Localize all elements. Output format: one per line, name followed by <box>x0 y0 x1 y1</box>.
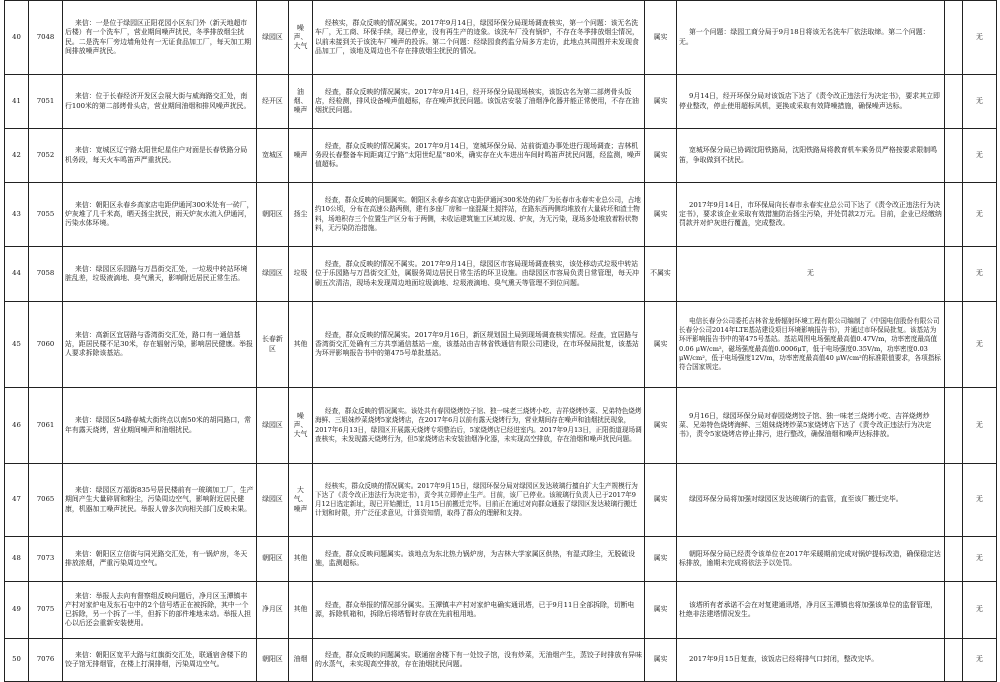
table-row <box>5 302 997 388</box>
district: 绿园区 <box>257 247 289 302</box>
other-note: 无 <box>963 75 997 129</box>
other-note: 无 <box>963 464 997 537</box>
investigation-text: 经查，群众反映问题属实。该地点为东北热力锅炉房，为吉林大学家属区供热，有湿式除尘，无脱硫设施，监测超标。 <box>313 537 645 582</box>
case-id: 7051 <box>29 75 63 129</box>
case-id: 7058 <box>29 247 63 302</box>
table-row <box>5 388 997 464</box>
verdict: 属实 <box>645 537 677 582</box>
complaint-text: 来信：绿园区54路春城大街终点以南50米的胡同路口，常年有露天烧烤，营业期间噪声和油烟扰民。 <box>63 388 257 464</box>
table-body <box>5 1 997 682</box>
investigation-text: 经查，群众反映的情况属实。2017年9月14日，经开环保分局现场核实，该饭店名为第二部烤骨头饭店，经检测，排风设备噪声值超标，存在噪声扰民问题。该饭店安装了油烟净化器并能正常使用，不存在油烟扰民问题。 <box>313 75 645 129</box>
complaint-text: 来信：位于长春经济开发区会展大街与威海路交汇处，南行100米的第二部烤骨头店，营业期间油烟和排风噪声扰民。 <box>63 75 257 129</box>
pollution-type: 其他 <box>289 537 313 582</box>
result-text: 朝阳环保分局已经责令该单位在2017年采暖期前完成对锅炉提标改造，确保稳定达标排放，逾期未完成将依法予以处罚。 <box>677 537 945 582</box>
verdict: 属实 <box>645 388 677 464</box>
investigation-text: 经查，群众反映的情况不属实。2017年9月14日，绿园区市容局现场调查核实，该处移动式垃圾中转站位于乐园路与万昌街交汇处，属服务周边居民日常生活的环卫设施。由绿园区市容局负责日常管理，每天冲刷五次清洁，现场未发现周边地面垃圾滴地、垃圾液滴地、臭气熏天等管理不到位问题。 <box>313 247 645 302</box>
case-id: 7048 <box>29 1 63 75</box>
verdict: 属实 <box>645 1 677 75</box>
row-number: 47 <box>5 464 29 537</box>
district: 朝阳区 <box>257 537 289 582</box>
pollution-type: 扬尘 <box>289 183 313 247</box>
pollution-type: 其他 <box>289 302 313 388</box>
row-number: 44 <box>5 247 29 302</box>
table-row <box>5 75 997 129</box>
complaint-text: 来信：朝阳区宽平大路与红旗街交汇处，联通宿舍楼下的饺子馆无排烟管，在楼上打洞排烟，污染周边空气。 <box>63 639 257 682</box>
other-note: 无 <box>963 537 997 582</box>
complaint-text: 来信：朝阳区立信街与同光路交汇处，有一锅炉房，冬天排放浓烟，严重污染周边空气。 <box>63 537 257 582</box>
investigation-text: 经查，群众反映的情况属实。2017年9月16日，新区规划国土局到现场调查核实情况。经查，宜居路与香湾街交汇处确有三方共享通信基站一座，该基站由吉林省铁通信有限公司建设，在市环保局批复，该基站为环评影响报告书中的第475号单批基站。 <box>313 302 645 388</box>
complaint-text: 来信：一是位于绿园区正阳花园小区东门外（新天地超市后楼）有一个洗车厂，营业期间噪声扰民，冬季排放烟尘扰民。二是洗车厂旁边墙角处有一无证食品加工厂，每天加工期间排放噪声扰民。 <box>63 1 257 75</box>
verdict: 属实 <box>645 183 677 247</box>
table-row <box>5 464 997 537</box>
investigation-text: 经查，群众反映的情况属实。该处共有春园烧烤饺子馆、独一味老三烧烤小吃、吉祥烧烤炒菜、兄弟特色烧烤海鲜、三姐妹炒菜烧烤5家烧烤店，在2017年6月以前有露天烧烤行为，营业期间存在噪声和油烟扰民现象，2017年6月13日，绿园区开展露天烧烤专项整治后，5家烧烤店已经进室内。2017年9月13日，正阳街道现场调查核实，未发现露天烧烤行为，但5家烧烤店未安装油烟净化器，未实现高空排放，存在油烟和噪声扰民问题。 <box>313 388 645 464</box>
other-note: 无 <box>963 302 997 388</box>
pollution-type: 大气、噪声 <box>289 464 313 537</box>
result-text: 第一个问题：绿园工商分局于9月18日将该无名洗车厂依法取缔。第二个问题：无。 <box>677 1 945 75</box>
investigation-text: 经查，群众举报的情况部分属实。玉潭镇丰产村对家炉电确实通讯塔，已于9月11日全部拆除，切断电源，拆除机箱和，拆除后将塔暂时存放在先前租用地。 <box>313 582 645 639</box>
result-text: 绿园环保分局将加强对绿园区发达玻璃行的监管，直至该厂搬迁完毕。 <box>677 464 945 537</box>
pollution-type: 油烟、噪声 <box>289 75 313 129</box>
other-note: 无 <box>963 582 997 639</box>
complaint-text: 来信：朝阳区永春乡高家店屯距伊通河300米处有一砖厂，炉灰堆了几千米高，晒天扬尘扰民，雨天炉灰水流入伊通河，污染水体环境。 <box>63 183 257 247</box>
table-row <box>5 1 997 75</box>
pollution-type: 噪声、大气 <box>289 388 313 464</box>
row-number: 43 <box>5 183 29 247</box>
district: 经开区 <box>257 75 289 129</box>
other-note: 无 <box>963 639 997 682</box>
case-id: 7075 <box>29 582 63 639</box>
case-id: 7073 <box>29 537 63 582</box>
investigation-text: 经核实，群众反映的情况属实。2017年9月14日，绿园环保分局现场调查核实，第一个问题：该无名洗车厂，无工商、环保手续，现已停业，没有再生产的迹象。该洗车厂没有锅炉，不存在冬季排放烟尘情况，以前未接到关于该洗车厂噪声的投诉。第二个问题：经绿园食药监分局多方走访，此地点其周围并未发现食品加工厂，该地及周边也不存在排放烟尘扰民的情况。 <box>313 1 645 75</box>
empty-cell <box>945 388 963 464</box>
result-text: 电信长春分公司委托吉林省龙桥辐射环境工程有限公司编制了《中国电信股份有限公司长春分公司2014年LTE基站建设项目环境影响报告书》，并通过市环保局批复。该基站为环评影响报告书中的第475号基站。基站周围电场强度最高值0.47V/m，功率密度最高值0.06 μW/cm²，磁场强度最高值0.0006μT，低于电场强度0.35V/m，功率密度0.03 μW/cm²，低于电场强度12V/m，功率密度最高值40 μW/cm²的标准限值要求，各项指标符合国家规定。 <box>677 302 945 388</box>
district: 长春新区 <box>257 302 289 388</box>
row-number: 48 <box>5 537 29 582</box>
empty-cell <box>945 582 963 639</box>
verdict: 属实 <box>645 582 677 639</box>
other-note: 无 <box>963 1 997 75</box>
empty-cell <box>945 537 963 582</box>
table-row <box>5 183 997 247</box>
investigation-text: 经查，群众反映的问题属实。朝阳区永春乡高家店屯距伊通河300米处的砖厂为长春市永春实业总公司，占地约10公顷，分布在高速公路两侧，建有多座厂房和一座混凝土搅拌站，在路东西两侧均堆放有大量砖坯和渣土物料，场地积存三个位置生产区分布于两侧，未收运建筑施工区域垃圾、炉灰，为无污染，现场多处堆放着粉状物料，无污染防治措施。 <box>313 183 645 247</box>
case-id: 7055 <box>29 183 63 247</box>
pollution-type: 其他 <box>289 582 313 639</box>
pollution-type: 噪声、大气 <box>289 1 313 75</box>
case-id: 7060 <box>29 302 63 388</box>
row-number: 45 <box>5 302 29 388</box>
district: 净月区 <box>257 582 289 639</box>
row-number: 46 <box>5 388 29 464</box>
table-row <box>5 639 997 682</box>
empty-cell <box>945 464 963 537</box>
district: 宽城区 <box>257 129 289 183</box>
row-number: 42 <box>5 129 29 183</box>
case-id: 7061 <box>29 388 63 464</box>
empty-cell <box>945 183 963 247</box>
verdict: 属实 <box>645 464 677 537</box>
investigation-text: 经查，群众反映的情况属实。2017年9月14日，宽城环保分局、站前街道办事处进行现场调查；吉林机务段长春整备车间距离辽宁路“太阳世纪星”80米，确实存在火车进出车间时鸣笛声扰民问题，经监测，噪声值超标。 <box>313 129 645 183</box>
other-note: 无 <box>963 247 997 302</box>
empty-cell <box>945 129 963 183</box>
verdict: 属实 <box>645 639 677 682</box>
complaint-text: 来信：绿园区万福街835号居民楼前有一玻璃加工厂，生产期间产生大量碎屑和粉尘，污染周边空气，影响附近居民健康，机器加工噪声扰民。举报人曾多次向相关部门反映未果。 <box>63 464 257 537</box>
complaint-table <box>4 0 997 682</box>
case-id: 7052 <box>29 129 63 183</box>
complaint-text: 来信：举报人去向有督察组反映问题后，净月区玉潭镇丰产村对家炉电及东石屯中的2个信号塔正在被拆除，其中一个已拆除，另一个拆了一半，但拆下的部件堆地未动。举报人担心以后还会重新安装使用。 <box>63 582 257 639</box>
table-row <box>5 129 997 183</box>
result-text: 宽城环保分局已协调沈阳铁路局，沈阳铁路局将教育机车乘务员严格按要求限制鸣笛，争取做到不扰民。 <box>677 129 945 183</box>
case-id: 7065 <box>29 464 63 537</box>
result-text: 2017年9月15日复查，该饭店已经将排气口封闭，整改完毕。 <box>677 639 945 682</box>
other-note: 无 <box>963 129 997 183</box>
investigation-text: 经核实，群众反映的情况属实。2017年9月15日，绿园环保分局对绿园区发达玻璃行擅自扩大生产规模行为下达了《责令改正违法行为决定书》，责令其立即停止生产。目前，该厂已停业。该玻璃行负责人已于2017年9月12日选定新址，现已开始搬迁，11月15日前搬迁完毕。目前正在通过对向群众通报了绿园区发达玻璃行搬迁计划和时限，并广泛征求意见，计算资知情，取得了群众的理解和支持。 <box>313 464 645 537</box>
empty-cell <box>945 1 963 75</box>
verdict: 属实 <box>645 75 677 129</box>
other-note: 无 <box>963 183 997 247</box>
verdict: 不属实 <box>645 247 677 302</box>
empty-cell <box>945 639 963 682</box>
complaint-text: 来信：高新区宜居路与香湾街交汇处，路口有一通信基站，距居民楼不足30米，存在辐射污染，影响居民健康。举报人要求拆除该基站。 <box>63 302 257 388</box>
case-id: 7076 <box>29 639 63 682</box>
verdict: 属实 <box>645 129 677 183</box>
table-row <box>5 582 997 639</box>
empty-cell <box>945 302 963 388</box>
investigation-text: 经查，群众反映的问题属实。联通宿舍楼下有一处饺子馆，没有炒菜，无油烟产生，蒸饺子时排放有异味的水蒸气，未实现高空排放，存在油烟扰民问题。 <box>313 639 645 682</box>
result-text: 2017年9月14日，市环保局向长春市永春实业总公司下达了《责令改正违法行为决定书》，要求该企业采取有效措施防治扬尘污染，并处罚款2万元。目前，企业已经缴纳罚款并对炉灰进行覆盖，完成整改。 <box>677 183 945 247</box>
table-row <box>5 537 997 582</box>
result-text: 9月14日，经开环保分局对该饭店下达了《责令改正违法行为决定书》，要求其立即停业整改，停止使用超标风机，更换或采取有效降噪措施，确保噪声达标。 <box>677 75 945 129</box>
row-number: 49 <box>5 582 29 639</box>
row-number: 50 <box>5 639 29 682</box>
result-text: 该塔所有者承诺不会在对复建通讯塔，净月区玉潭镇也将加强该单位的监督管理，杜绝非法建塔情况发生。 <box>677 582 945 639</box>
result-text: 无 <box>677 247 945 302</box>
result-text: 9月16日，绿园环保分局对春园烧烤饺子馆、独一味老三烧烤小吃、吉祥烧烤炒菜、兄弟特色烧烤海鲜、三姐妹烧烤炒菜5家烧烤店下达了《责令改正违法行为决定书》，责令5家烧烤店停止排污，进行整改，确保油烟和噪声达标排放。 <box>677 388 945 464</box>
district: 朝阳区 <box>257 639 289 682</box>
district: 朝阳区 <box>257 183 289 247</box>
other-note: 无 <box>963 388 997 464</box>
district: 绿园区 <box>257 464 289 537</box>
table-row <box>5 247 997 302</box>
complaint-text: 来信：宽城区辽宁路太阳世纪星住户对面是长春铁路分局机务段，每天火车鸣笛声严重扰民。 <box>63 129 257 183</box>
pollution-type: 垃圾 <box>289 247 313 302</box>
district: 绿园区 <box>257 388 289 464</box>
row-number: 40 <box>5 1 29 75</box>
row-number: 41 <box>5 75 29 129</box>
pollution-type: 油烟 <box>289 639 313 682</box>
empty-cell <box>945 247 963 302</box>
complaint-text: 来信：绿园区乐园路与万昌街交汇处，一垃圾中转站环境脏乱差，垃圾液滴地、臭气熏天，影响附近居民正常生活。 <box>63 247 257 302</box>
empty-cell <box>945 75 963 129</box>
verdict: 属实 <box>645 302 677 388</box>
district: 绿园区 <box>257 1 289 75</box>
pollution-type: 噪声 <box>289 129 313 183</box>
